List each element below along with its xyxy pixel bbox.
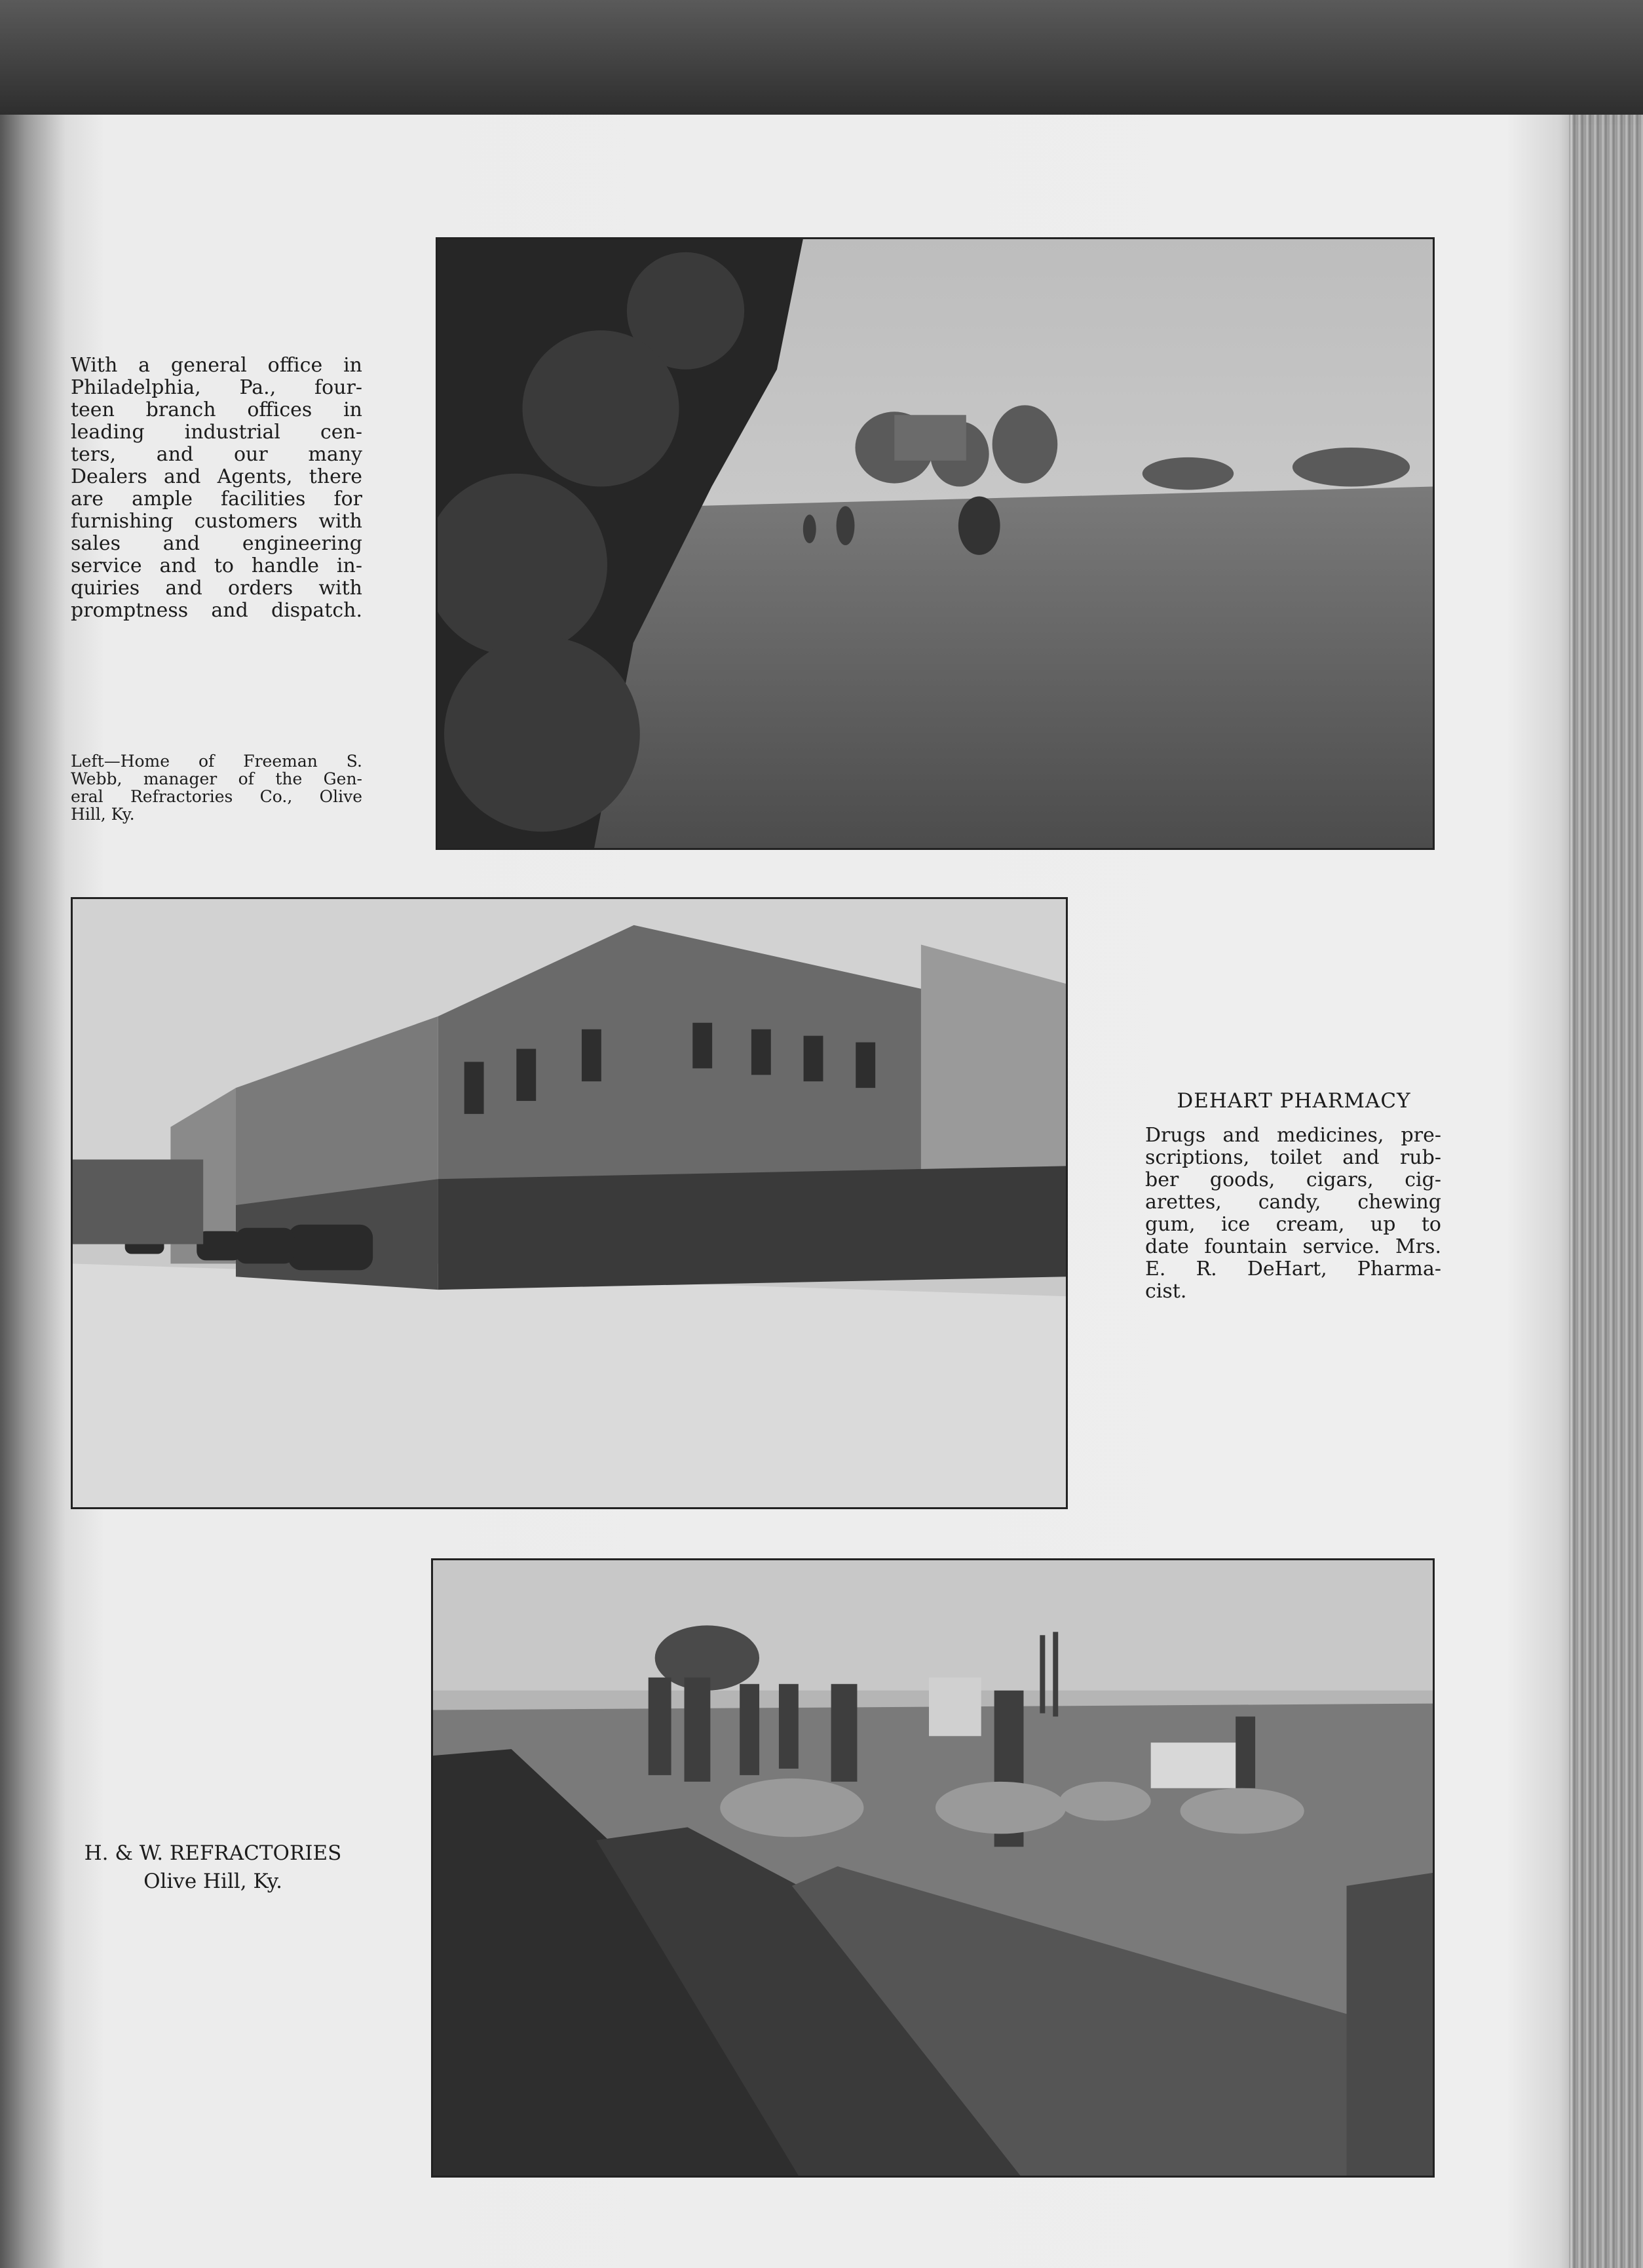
intro-line: leading industrial cen- [71,421,362,444]
pharmacy-description [1145,1124,1441,1303]
caption-line: Webb, manager of the Gen- [71,769,362,788]
home-lawn-photo [436,237,1435,850]
page-edge [1569,115,1643,2268]
intro-line: sales and engineering [71,532,362,555]
pharmacy-line: cist. [1145,1280,1187,1303]
pharmacy-line: scriptions, toilet and rub- [1145,1146,1441,1169]
intro-line: promptness and dispatch. [71,599,362,622]
refractories-location: Olive Hill, Ky. [143,1870,282,1893]
refractories-photo [431,1558,1435,2178]
intro-line: Philadelphia, Pa., four- [71,376,362,399]
intro-line: teen branch offices in [71,398,362,421]
pharmacy-line: E. R. DeHart, Pharma- [1145,1258,1441,1280]
pharmacy-line: date fountain service. Mrs. [1145,1235,1441,1258]
pharmacy-line: Drugs and medicines, pre- [1145,1124,1441,1147]
intro-line: With a general office in [71,354,362,377]
background-shadow [0,0,1643,125]
caption-line: Hill, Ky. [71,805,135,824]
intro-paragraph [71,355,362,622]
pharmacy-line: gum, ice cream, up to [1145,1213,1441,1236]
intro-line: quiries and orders with [71,577,362,600]
refractories-image [433,1560,1433,2176]
intro-line: service and to handle in- [71,554,362,577]
home-lawn-image [438,239,1433,848]
pharmacy-line: arettes, candy, chewing [1145,1191,1441,1214]
pharmacy-line: ber goods, cigars, cig- [1145,1168,1441,1191]
refractories-title: H. & W. REFRACTORIES [84,1841,342,1865]
pharmacy-street-photo [71,897,1068,1509]
pharmacy-title: DEHART PHARMACY [1177,1089,1411,1113]
intro-line: furnishing customers with [71,510,362,533]
home-caption [71,752,362,823]
intro-line: Dealers and Agents, there [71,465,362,488]
caption-line: eral Refractories Co., Olive [71,787,362,806]
caption-line: Left—Home of Freeman S. [71,752,362,771]
intro-line: are ample facilities for [71,488,362,510]
pharmacy-street-image [73,899,1066,1507]
intro-line: ters, and our many [71,443,362,466]
